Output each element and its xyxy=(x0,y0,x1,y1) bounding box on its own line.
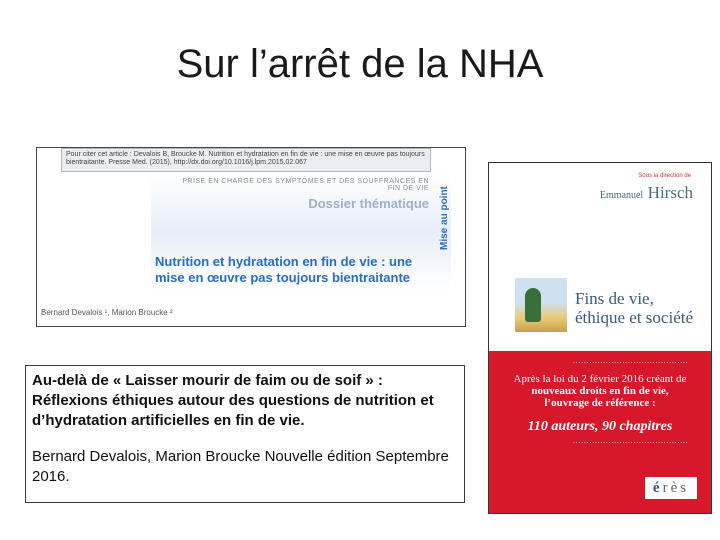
book-blurb-line3: l’ouvrage de référence : xyxy=(544,397,656,409)
publisher-logo-rest: rès xyxy=(662,480,690,496)
book-dots-bottom: .......................................... xyxy=(573,437,689,445)
article-headline: Nutrition et hydratation en fin de vie : une mise en œuvre pas toujours bientraitante xyxy=(155,254,413,285)
book-count: 110 auteurs, 90 chapitres xyxy=(527,419,673,434)
book-cover xyxy=(488,162,712,514)
article-side-label: Mise au point xyxy=(439,186,450,250)
book-title-line1: Fins de vie, xyxy=(575,289,654,308)
caption-bold-text: Au-delà de « Laisser mourir de faim ou de soif » : Réflexions éthiques autour des questions de nutrition et d’hydratation artificielles en fin de vie. xyxy=(32,372,434,429)
article-dossier-label: Dossier thématique xyxy=(308,196,429,211)
caption-box xyxy=(25,365,465,503)
book-blurb xyxy=(497,373,703,409)
book-dots-top: .......................................... xyxy=(573,357,689,365)
article-section: PRISE EN CHARGE DES SYMPTÔMES ET DES SOUFFRANCES EN FIN DE VIE xyxy=(182,178,429,192)
book-title xyxy=(575,289,693,327)
article-authors: Bernard Devalois ¹, Marion Broucke ² xyxy=(41,308,173,317)
book-photo xyxy=(515,278,567,332)
publisher-logo-e: é xyxy=(652,480,663,496)
slide-title: Sur l’arrêt de la NHA xyxy=(176,42,544,86)
book-blurb-line2: nouveaux droits en fin de vie, xyxy=(531,385,669,397)
caption-normal-text: Bernard Devalois, Marion Broucke Nouvelle édition Septembre 2016. xyxy=(32,448,449,485)
book-title-line2: éthique et société xyxy=(575,308,694,327)
publisher-logo xyxy=(645,477,697,499)
book-author xyxy=(600,183,693,203)
book-editor-label: Sous la direction de xyxy=(638,173,691,179)
article-citation: Pour citer cet article : Devalois B, Broucke M. Nutrition et hydratation en fin de vie : une mise en œuvre pas toujours bientraitante. Presse Med. (2015), http://dx.doi.org/10.1016/j.lpm.2015.02.067 xyxy=(61,148,431,172)
article-side-label-wrap xyxy=(439,186,450,251)
book-author-last: Hirsch xyxy=(647,183,693,202)
book-author-first: Emmanuel xyxy=(599,190,644,201)
book-blurb-line1: Après la loi du 2 février 2016 créant de xyxy=(513,373,687,385)
article-screenshot xyxy=(36,147,466,327)
tree-image xyxy=(525,288,541,322)
book-red-band xyxy=(489,351,711,513)
